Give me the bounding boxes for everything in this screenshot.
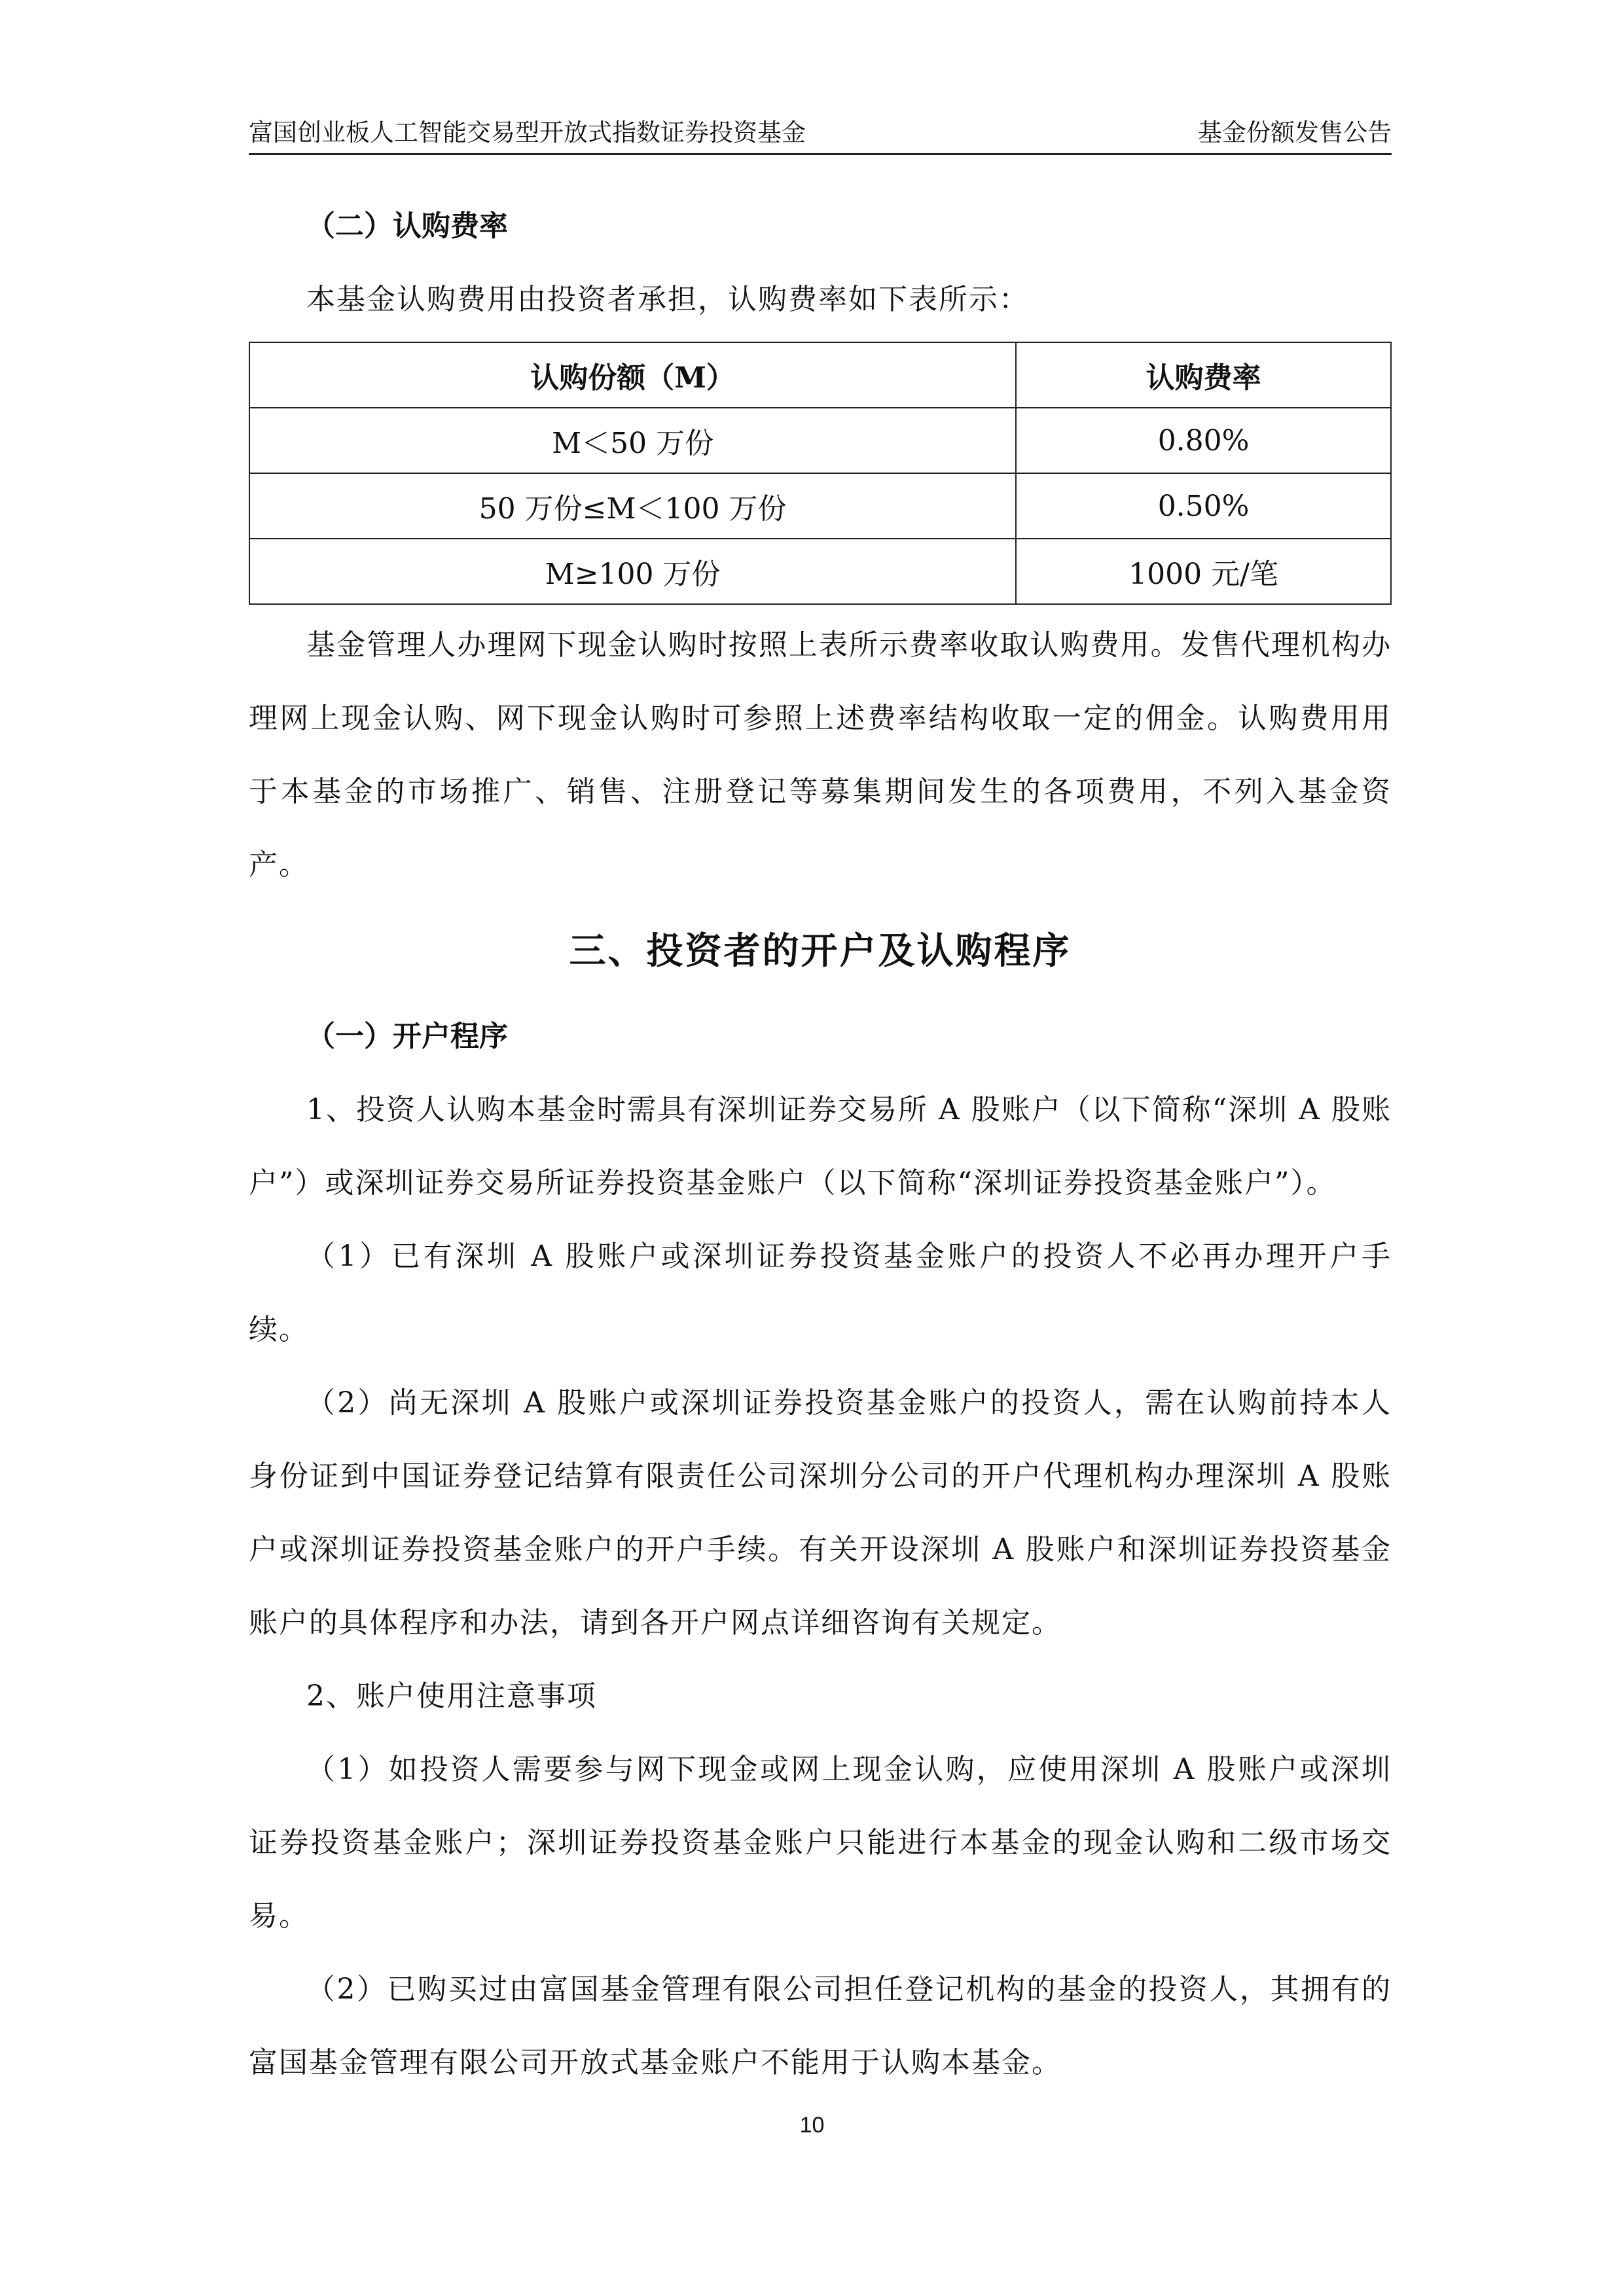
fee-table-cell-rate: 1000 元/笔 — [1016, 539, 1391, 604]
fee-intro-paragraph: 本基金认购费用由投资者承担，认购费率如下表所示： — [306, 283, 1029, 316]
fee-table — [249, 342, 1392, 605]
page-content — [249, 190, 1392, 2100]
account-opening-heading: （一）开户程序 — [306, 1020, 508, 1053]
page-header — [249, 113, 1392, 155]
paragraph-account-requirement: 1、投资人认购本基金时需具有深圳证券交易所 A 股账户（以下简称“深圳 A 股账户”）或深圳证券交易所证券投资基金账户（以下简称“深圳证券投资基金账户”）。 — [249, 1093, 1392, 1200]
fee-table-row — [249, 473, 1391, 539]
paragraph-new-account: （2）尚无深圳 A 股账户或深圳证券投资基金账户的投资人，需在认购前持本人身份证到中国证券登记结算有限责任公司深圳分公司的开户代理机构办理深圳 A 股账户或深圳证券投资基金账户的开户手续。有关开设深圳 A 股账户和深圳证券投资基金账户的具体程序和办法，请到各开户网点详细咨询有关规定。 — [249, 1386, 1392, 1640]
fee-table-header-rate: 认购费率 — [1016, 342, 1391, 408]
subscription-fee-heading: （二）认购费率 — [306, 209, 508, 243]
fee-table-header-amount: 认购份额（M） — [249, 342, 1016, 408]
fee-table-cell-amount: M≥100 万份 — [249, 539, 1016, 604]
section-title: 三、投资者的开户及认购程序 — [569, 929, 1072, 973]
fee-table-cell-rate: 0.50% — [1016, 473, 1391, 539]
paragraph-account-notes-heading: 2、账户使用注意事项 — [306, 1679, 597, 1713]
paragraph-existing-account: （1）已有深圳 A 股账户或深圳证券投资基金账户的投资人不必再办理开户手续。 — [249, 1240, 1392, 1346]
page-number: 10 — [799, 2113, 825, 2138]
header-doc-type: 基金份额发售公告 — [1198, 118, 1392, 147]
fee-table-header-row — [249, 342, 1391, 408]
fee-table-row — [249, 539, 1391, 604]
fee-table-cell-amount: M＜50 万份 — [249, 408, 1016, 473]
fee-note-paragraph: 基金管理人办理网下现金认购时按照上表所示费率收取认购费用。发售代理机构办理网上现金认购、网下现金认购时可参照上述费率结构收取一定的佣金。认购费用用于本基金的市场推广、销售、注册登记等募集期间发生的各项费用，不列入基金资产。 — [249, 628, 1392, 882]
header-fund-name: 富国创业板人工智能交易型开放式指数证券投资基金 — [249, 118, 806, 147]
fee-table-row — [249, 408, 1391, 473]
paragraph-existing-fund-account: （2）已购买过由富国基金管理有限公司担任登记机构的基金的投资人，其拥有的富国基金管理有限公司开放式基金账户不能用于认购本基金。 — [249, 1973, 1392, 2079]
fee-table-cell-rate: 0.80% — [1016, 408, 1391, 473]
paragraph-account-usage: （1）如投资人需要参与网下现金或网上现金认购，应使用深圳 A 股账户或深圳证券投资基金账户；深圳证券投资基金账户只能进行本基金的现金认购和二级市场交易。 — [249, 1753, 1392, 1933]
fee-table-cell-amount: 50 万份≤M＜100 万份 — [249, 473, 1016, 539]
